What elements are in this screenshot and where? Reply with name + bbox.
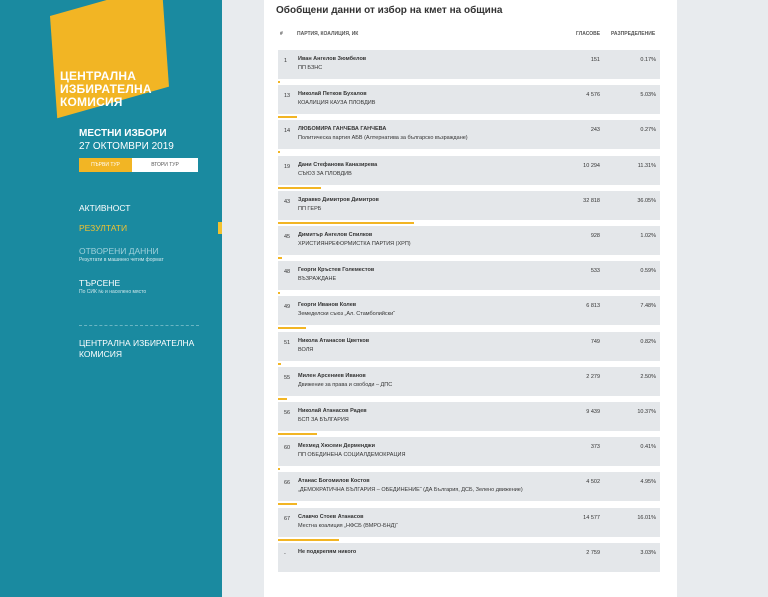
table-row [278, 543, 660, 572]
share-value: 0.27% [640, 127, 656, 133]
share-bar [278, 116, 297, 118]
votes-value: 2 759 [586, 550, 600, 556]
party-name: Политическа партия АБВ (Алтернатива за българско възраждане) [298, 135, 468, 141]
nav-cec-line-2: КОМИСИЯ [79, 349, 123, 359]
votes-value: 14 577 [583, 515, 600, 521]
party-name: ВЪЗРАЖДАНЕ [298, 276, 337, 282]
active-nav-marker [218, 222, 222, 234]
round-tabs [79, 158, 198, 172]
nav-open-data[interactable] [79, 246, 164, 263]
row-number: - [284, 551, 286, 557]
candidate-name: Здравко Димитров Димитров [298, 197, 379, 203]
sidebar [0, 0, 222, 597]
table-row [278, 508, 660, 537]
row-number: 14 [284, 128, 291, 134]
share-value: 7.48% [640, 303, 656, 309]
column-header-number: # [280, 31, 283, 37]
row-number: 67 [284, 516, 291, 522]
logo-line-1: ЦЕНТРАЛНА [60, 69, 137, 83]
tab-second-round[interactable]: ВТОРИ ТУР [132, 158, 198, 172]
column-header-votes: ГЛАСОВЕ [576, 31, 601, 37]
party-name: СЪЮЗ ЗА ПЛОВДИВ [298, 171, 352, 177]
share-value: 5.03% [640, 92, 656, 98]
votes-value: 32 818 [583, 198, 600, 204]
row-number: 1 [284, 58, 288, 64]
candidate-name: Николай Атанасов Радев [298, 408, 367, 414]
votes-value: 243 [590, 127, 600, 133]
party-name: Движение за права и свободи – ДПС [298, 382, 393, 388]
share-bar [278, 327, 306, 329]
row-number: 55 [284, 375, 291, 381]
elections-title: МЕСТНИ ИЗБОРИ [79, 128, 167, 139]
share-bar [278, 398, 287, 400]
candidate-name: Георги Кръстев Големестов [298, 267, 375, 273]
logo-line-3: КОМИСИЯ [60, 95, 123, 109]
share-value: 0.17% [640, 57, 656, 63]
party-name: БСП ЗА БЪЛГАРИЯ [298, 417, 349, 423]
candidate-name: Славчо Стоев Атанасов [298, 514, 364, 520]
share-value: 0.82% [640, 339, 656, 345]
share-bar [278, 222, 414, 224]
party-name: ВОЛЯ [298, 347, 314, 353]
row-number: 43 [284, 199, 291, 205]
votes-value: 151 [590, 57, 600, 63]
votes-value: 4 576 [586, 92, 600, 98]
votes-value: 2 279 [586, 374, 600, 380]
share-bar [278, 363, 281, 365]
party-name: ХРИСТИЯНРЕФОРМИСТКА ПАРТИЯ (ХРП) [298, 241, 411, 247]
party-name: КОАЛИЦИЯ КАУЗА ПЛОВДИВ [298, 100, 376, 106]
share-bar [278, 292, 280, 294]
share-value: 10.37% [637, 409, 656, 415]
tab-first-round[interactable]: ПЪРВИ ТУР [79, 158, 132, 172]
share-bar [278, 151, 280, 153]
candidate-name: Георги Иванов Колев [298, 302, 357, 308]
row-number: 56 [284, 410, 291, 416]
table-row [278, 472, 660, 501]
table-row [278, 226, 660, 255]
votes-value: 749 [590, 339, 600, 345]
share-value: 4.95% [640, 479, 656, 485]
share-bar [278, 187, 321, 189]
candidate-name: Димитър Ангелов Спилков [298, 232, 373, 238]
share-bar [278, 539, 339, 541]
row-number: 48 [284, 269, 291, 275]
party-name: Местна коалиция „НФСБ (ВМРО-БНД)“ [298, 523, 398, 529]
candidate-name: Мехмед Хюсеин Дерменджи [298, 443, 375, 449]
nav-cec-link[interactable] [79, 338, 194, 360]
nav-open-data-sub: Резултати в машинно четим формат [79, 257, 164, 263]
nav-results[interactable] [79, 223, 127, 233]
candidate-name: Николай Петков Бухалов [298, 91, 367, 97]
share-value: 16.01% [637, 515, 656, 521]
table-row [278, 85, 660, 114]
row-number: 66 [284, 480, 291, 486]
table-row [278, 261, 660, 290]
share-value: 0.59% [640, 268, 656, 274]
table-row [278, 50, 660, 79]
page-title: Обобщени данни от избор на кмет на община [276, 5, 503, 16]
table-row [278, 402, 660, 431]
candidate-name: Не подкрепям никого [298, 549, 357, 555]
nav-activity-label: АКТИВНОСТ [79, 203, 131, 213]
votes-value: 6 813 [586, 303, 600, 309]
party-name: ПП ОБЕДИНЕНА СОЦИАЛДЕМОКРАЦИЯ [298, 452, 406, 458]
candidate-name: ЛЮБОМИРА ГАНЧЕВА ГАНЧЕВА [298, 126, 387, 132]
elections-date: 27 ОКТОМВРИ 2019 [79, 141, 174, 152]
share-value: 2.50% [640, 374, 656, 380]
nav-activity[interactable] [79, 203, 130, 213]
table-row [278, 296, 660, 325]
candidate-name: Милен Арсениев Иванов [298, 373, 366, 379]
table-row [278, 332, 660, 361]
sidebar-divider [79, 325, 199, 326]
party-name: ПП ГЕРБ [298, 206, 322, 212]
row-number: 60 [284, 445, 291, 451]
row-number: 19 [284, 164, 291, 170]
nav-cec-line-1: ЦЕНТРАЛНА ИЗБИРАТЕЛНА [79, 338, 195, 348]
votes-value: 9 439 [586, 409, 600, 415]
logo-line-2: ИЗБИРАТЕЛНА [60, 82, 152, 96]
nav-results-label: РЕЗУЛТАТИ [79, 223, 128, 233]
votes-value: 10 294 [583, 163, 600, 169]
cec-logo[interactable] [60, 70, 152, 109]
nav-search-sub: По СИК № и населено място [79, 289, 147, 295]
nav-search[interactable] [79, 278, 146, 295]
share-bar [278, 433, 317, 435]
votes-value: 373 [590, 444, 600, 450]
row-number: 45 [284, 234, 291, 240]
table-row [278, 191, 660, 220]
row-number: 49 [284, 304, 291, 310]
table-row [278, 120, 660, 149]
party-name: Земеделски съюз „Ал. Стамболийски“ [298, 311, 395, 317]
row-number: 51 [284, 340, 291, 346]
column-header-share: РАЗПРЕДЕЛЕНИЕ [611, 31, 656, 37]
candidate-name: Иван Ангелов Зюмбелов [298, 56, 367, 62]
share-bar [278, 257, 282, 259]
votes-value: 533 [590, 268, 600, 274]
share-value: 11.31% [637, 163, 656, 169]
table-row [278, 367, 660, 396]
candidate-name: Никола Атанасов Цветков [298, 338, 370, 344]
share-value: 0.41% [640, 444, 656, 450]
share-value: 3.03% [640, 550, 656, 556]
table-row [278, 156, 660, 185]
share-value: 36.05% [637, 198, 656, 204]
share-bar [278, 468, 280, 470]
candidate-name: Дани Стефанова Каназирева [298, 162, 378, 168]
votes-value: 4 502 [586, 479, 600, 485]
nav-search-label: ТЪРСЕНЕ [79, 278, 121, 288]
row-number: 13 [284, 93, 291, 99]
column-header-party: ПАРТИЯ, КОАЛИЦИЯ, ИК [297, 31, 359, 37]
nav-open-data-label: ОТВОРЕНИ ДАННИ [79, 246, 159, 256]
votes-value: 928 [590, 233, 600, 239]
candidate-name: Атанас Богомилов Костов [298, 478, 370, 484]
party-name: ПП БЗНС [298, 65, 323, 71]
share-bar [278, 503, 297, 505]
table-row [278, 437, 660, 466]
share-bar [278, 81, 280, 83]
share-value: 1.02% [640, 233, 656, 239]
party-name: „ДЕМОКРАТИЧНА БЪЛГАРИЯ – ОБЕДИНЕНИЕ“ (ДА България, ДСБ, Зелено движение) [298, 487, 523, 493]
